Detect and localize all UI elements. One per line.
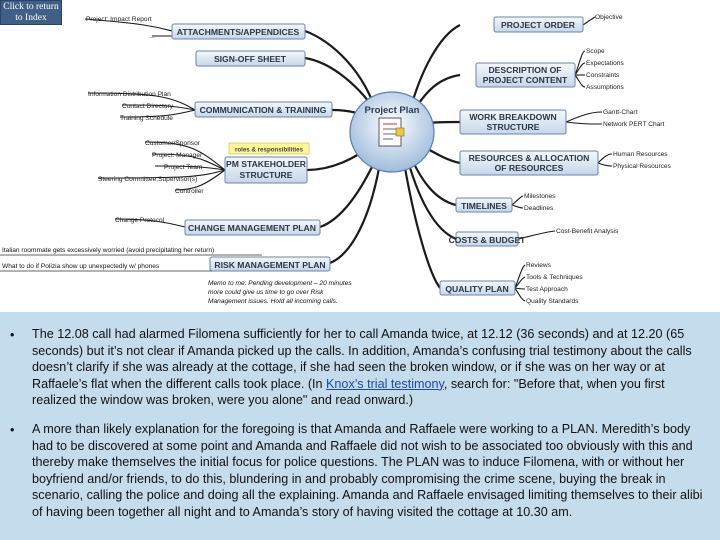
leaf-reviews: Reviews [526, 262, 551, 269]
resources-label-2: OF RESOURCES [494, 163, 564, 173]
paragraph-2-text: A more than likely explanation for the foregoing is that Amanda and Raffaele were working to a PLAN. Meredith’s body had to be discovered at some point and Amanda and Raffaele did not wish to be associated too obviously with this and thereby make themselves the initial focus for police questions. The PLAN was to induce Filomena, with or without her boyfriend and/or friends, to do this, blundering in and probably compromising the crime scene, buying the break in scenario, calling the police and doing all the explaining. Amanda and Raffaele envisaged limiting themselves to their alibi of having been together all night and to Amanda’s story of having visited the cottage at 10.30 am. [32, 421, 703, 519]
timelines-label: TIMELINES [461, 201, 507, 211]
leaf-constraints: Constraints [586, 72, 620, 79]
leaf-gantt: Gantt-Chart [603, 109, 638, 116]
pencil-icon [396, 128, 404, 136]
leaf-change-protocol: Change Protocol [115, 217, 165, 224]
leaf-tools: Tools & Techniques [526, 274, 583, 281]
leaf-impact-report: Project: Impact Report [86, 16, 152, 23]
leaf-pert: Network PERT Chart [603, 121, 665, 128]
leaf-customer-sponsor: Customer/Sponsor [145, 140, 200, 147]
description-label-1: DESCRIPTION OF [488, 65, 562, 75]
leaf-project-team: Project Team [164, 164, 203, 171]
center-node [350, 92, 434, 172]
paragraph-1-text: The 12.08 call had alarmed Filomena sufficiently for her to call Amanda twice, at 12.12 (36 seconds) and at 12.20 (65 seconds) but it’s not clear if Amanda picked up the calls. In addition, Amanda’s confusing trial testimony about the calls doesn’t clarify if she was already at the cottage, if she had seen the broken window, or if she was on her way or at Raffaele’s flat when the different calls took place. (In [32, 327, 692, 391]
leaf-ellipsis: ... [149, 33, 155, 40]
project-order-label: PROJECT ORDER [500, 20, 576, 30]
center-title: Project Plan [364, 105, 420, 116]
annotation-notes [0, 247, 352, 305]
stakeholder-label-1: PM STAKEHOLDER [225, 159, 307, 169]
bullet-icon: • [10, 328, 15, 342]
memo-line-1: Memo to me: Pending development – 20 minutes [208, 280, 352, 287]
memo-line-2: more could give us time to go over Risk [208, 289, 324, 296]
memo-line-3: Management issues. Hold all incoming calls. [208, 298, 338, 305]
leaf-human-resources: Human Resources [613, 151, 668, 158]
leaf-scope: Scope [586, 48, 605, 55]
leaf-quality-standards: Quality Standards [526, 298, 579, 305]
bullet-item-1 [10, 326, 710, 409]
quality-label: QUALITY PLAN [445, 284, 509, 294]
change-label: CHANGE MANAGEMENT PLAN [188, 223, 316, 233]
leaf-physical-resources: Physical Resources [613, 163, 671, 170]
leaf-project-manager: Project: Manager [152, 152, 203, 159]
stakeholder-label-2: STRUCTURE [239, 170, 293, 180]
leaf-contact-directory: Contact Directory [122, 103, 173, 110]
wbs-label-2: STRUCTURE [486, 122, 540, 132]
roles-badge-label: roles & responsibilities [234, 146, 304, 154]
resources-label-1: RESOURCES & ALLOCATION [468, 153, 590, 163]
paragraph-1-after: , search for: "Before that, when you first realized the window was broken, were you alone" and read onward.) [32, 376, 665, 408]
description-label-2: PROJECT CONTENT [482, 75, 568, 85]
leaf-cost-benefit: Cost-Benefit Analysis [556, 228, 619, 235]
return-label-line-2: to Index [15, 13, 47, 23]
leaf-milestones: Milestones [524, 193, 556, 200]
leaf-expectations: Expectations [586, 60, 624, 67]
leaf-training-schedule: Training Schedule [120, 115, 173, 122]
knox-testimony-link[interactable]: Knox’s trial testimony [326, 376, 444, 391]
leaf-deadlines: Deadlines [524, 205, 554, 212]
note-polizia: What to do if Polizia show up unexpectedly w/ phones [2, 263, 160, 270]
wbs-label-1: WORK BREAKDOWN [469, 112, 557, 122]
communication-label: COMMUNICATION & TRAINING [199, 105, 327, 115]
leaf-steering-committee: Steering Committee;Supervisor(s) [98, 176, 198, 183]
leaf-assumptions: Assumptions [586, 84, 624, 91]
attachments-label: ATTACHMENTS/APPENDICES [176, 27, 300, 37]
leaf-test-approach: Test Approach [526, 286, 568, 293]
signoff-label: SIGN-OFF SHEET [213, 54, 287, 64]
bullet-icon: • [10, 422, 15, 437]
return-to-index-button[interactable] [0, 0, 62, 25]
leaf-info-distribution: Information Distribution Plan [88, 91, 171, 98]
costs-label: COSTS & BUDGET [448, 235, 526, 245]
leaf-controller: Controller [175, 188, 204, 195]
bullet-item-2 [10, 421, 710, 521]
risk-label: RISK MANAGEMENT PLAN [214, 260, 326, 270]
bullet-list [10, 326, 710, 533]
note-italian-roommate: Italian roommate gets excessively worried (avoid precipitating her return) [2, 247, 215, 254]
leaf-objective: Objective [595, 14, 623, 21]
return-label-line-1: Click to return [3, 2, 59, 12]
